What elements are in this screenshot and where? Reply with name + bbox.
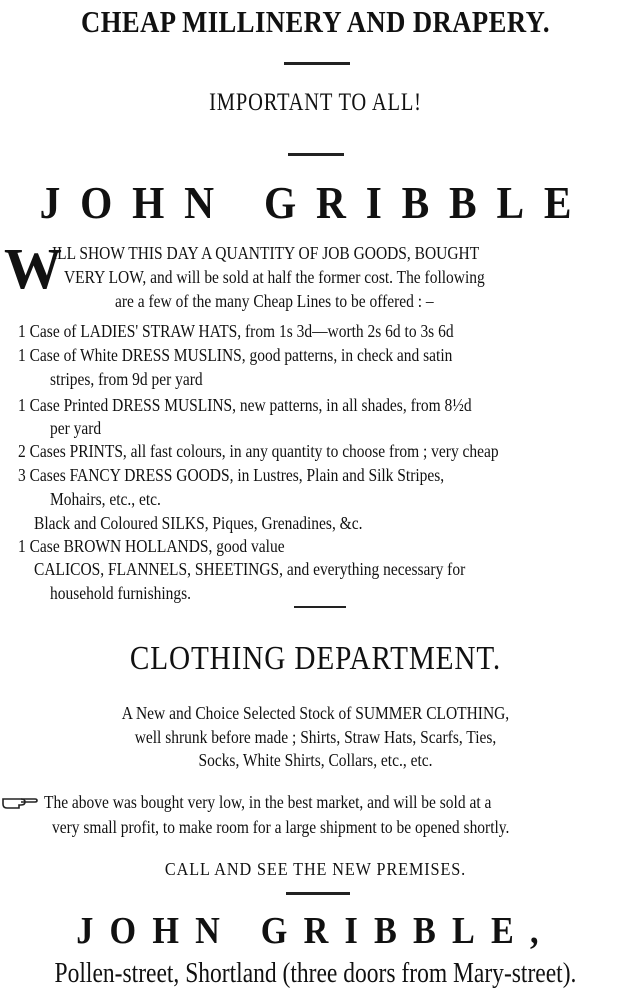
notice-line: The above was bought very low, in the best market, and will be sold at a (44, 792, 492, 812)
divider-rule (286, 892, 350, 895)
ad-subtitle: IMPORTANT TO ALL! (209, 89, 422, 116)
stock-item: Black and Coloured SILKS, Piques, Grenadines, &c. (34, 513, 363, 533)
stock-item: 3 Cases FANCY DRESS GOODS, in Lustres, Plain and Silk Stripes, (18, 465, 445, 485)
notice-line: very small profit, to make room for a large shipment to be opened shortly. (52, 817, 510, 837)
stock-item: 1 Case Printed DRESS MUSLINS, new patterns, in all shades, from 8½d (18, 395, 472, 415)
intro-line: VERY LOW, and will be sold at half the former cost. The following (64, 267, 485, 287)
intro-line: ILL SHOW THIS DAY A QUANTITY OF JOB GOODS, BOUGHT (52, 243, 480, 263)
stock-item: 2 Cases PRINTS, all fast colours, in any quantity to choose from ; very cheap (18, 441, 499, 461)
drop-cap: W (4, 236, 62, 301)
stock-item: CALICOS, FLANNELS, SHEETINGS, and everything necessary for (34, 559, 466, 579)
stock-item: 1 Case of White DRESS MUSLINS, good patterns, in check and satin (18, 345, 453, 365)
clothing-line: well shrunk before made ; Shirts, Straw Hats, Scarfs, Ties, (134, 727, 497, 747)
clothing-line: Socks, White Shirts, Collars, etc., etc. (198, 750, 433, 770)
call-to-action: CALL AND SEE THE NEW PREMISES. (164, 859, 467, 879)
clothing-heading: CLOTHING DEPARTMENT. (129, 640, 502, 677)
stock-item: 1 Case BROWN HOLLANDS, good value (18, 536, 285, 556)
stock-item: 1 Case of LADIES' STRAW HATS, from 1s 3d—worth 2s 6d to 3s 6d (18, 321, 454, 341)
divider-rule (284, 62, 350, 65)
stock-item: per yard (50, 418, 102, 438)
merchant-name: JOHN GRIBBLE (39, 177, 592, 228)
pointing-hand-icon (2, 793, 38, 811)
stock-item: stripes, from 9d per yard (50, 369, 203, 389)
intro-line: are a few of the many Cheap Lines to be offered : – (115, 291, 434, 311)
divider-rule (294, 606, 346, 608)
address: Pollen-street, Shortland (three doors from Mary-street). (54, 958, 577, 989)
stock-item: Mohairs, etc., etc. (50, 489, 161, 509)
clothing-line: A New and Choice Selected Stock of SUMMER CLOTHING, (121, 703, 510, 723)
merchant-name-footer: JOHN GRIBBLE, (76, 910, 555, 952)
ad-title: CHEAP MILLINERY AND DRAPERY. (81, 4, 550, 39)
divider-rule (288, 153, 344, 156)
stock-item: household furnishings. (50, 583, 192, 603)
